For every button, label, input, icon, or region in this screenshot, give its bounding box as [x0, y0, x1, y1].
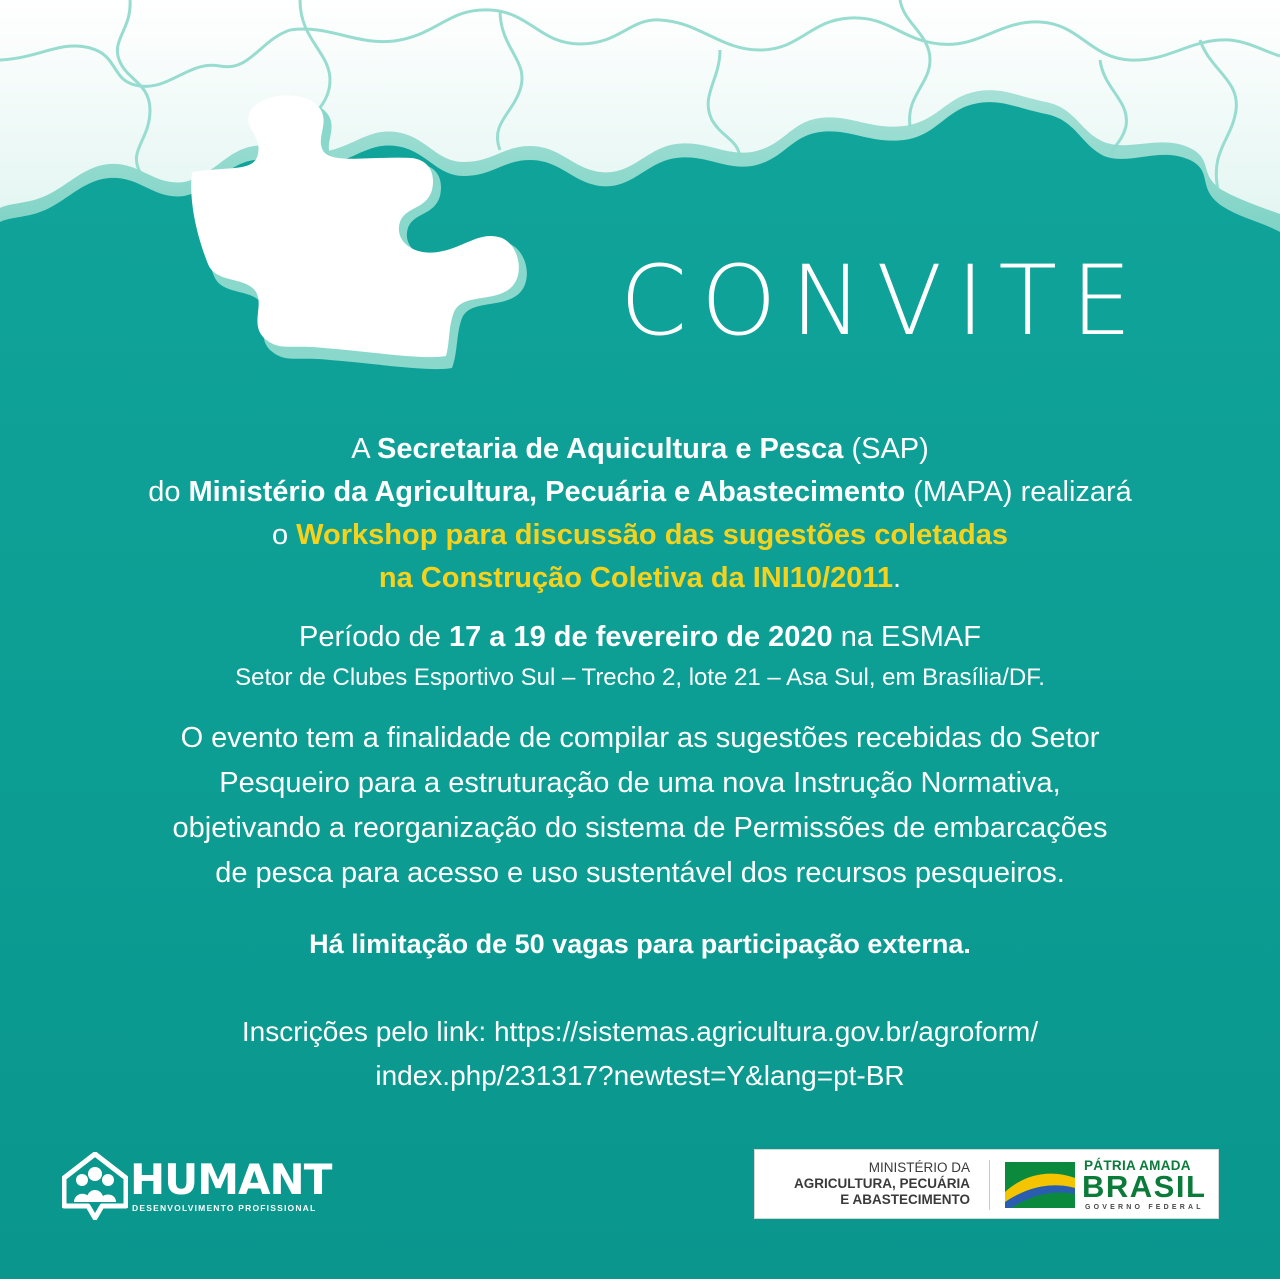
ministry-name: Ministério da Agricultura, Pecuária e Abastecimento	[188, 476, 906, 508]
intro-paragraph	[40, 428, 1240, 600]
vacancy-limit: Há limitação de 50 vagas para participação externa.	[309, 929, 971, 959]
humant-tagline: DESENVOLVIMENTO PROFISSIONAL	[132, 1203, 317, 1213]
humant-logo	[62, 1152, 332, 1222]
event-period: Período de 17 a 19 de fevereiro de 2020 na ESMAF	[299, 621, 981, 653]
brazil-flag-icon	[1005, 1162, 1075, 1208]
event-dates: 17 a 19 de fevereiro de 2020	[448, 621, 833, 653]
government-country: BRASIL	[1082, 1169, 1207, 1204]
government-logo-banner	[754, 1149, 1219, 1219]
humant-logo-icon	[62, 1152, 128, 1220]
secretariat-name: Secretaria de Aquicultura e Pesca	[377, 433, 844, 465]
workshop-title-line-2: na Construção Coletiva da INI10/2011	[378, 562, 894, 594]
intro-line-2: do Ministério da Agricultura, Pecuária e Abastecimento (MAPA) realizará	[148, 476, 1132, 508]
government-motto: PÁTRIA AMADA	[1084, 1158, 1191, 1173]
government-subtitle: GOVERNO FEDERAL	[1085, 1204, 1204, 1211]
ministry-logo-text: MINISTÉRIO DA AGRICULTURA, PECUÁRIA E ABASTECIMENTO	[794, 1160, 970, 1207]
intro-line-1: A Secretaria de Aquicultura e Pesca (SAP)	[351, 433, 929, 465]
logo-divider	[989, 1160, 990, 1210]
registration-link-part-2[interactable]: index.php/231317?newtest=Y&lang=pt-BR	[375, 1060, 905, 1091]
event-purpose: O evento tem a finalidade de compilar as sugestões recebidas do Setor Pesqueiro para a estruturação de uma nova Instrução Normativa, objetivando a reorganização do sistema de Permissões de embarcações de pesca para acesso e uso sustentável dos recursos pesqueiros.	[172, 722, 1108, 889]
intro-line-3: o Workshop para discussão das sugestões coletadas	[271, 519, 1009, 551]
registration-label: Inscrições pelo link:	[241, 1016, 494, 1047]
registration-info	[40, 1010, 1240, 1098]
intro-line-4: na Construção Coletiva da INI10/2011.	[378, 562, 902, 594]
registration-link-part-1[interactable]: https://sistemas.agricultura.gov.br/agroform/	[493, 1016, 1039, 1047]
humant-name: HUMANT	[130, 1155, 332, 1204]
invitation-title: CONVITE	[620, 245, 1146, 357]
event-address: Setor de Clubes Esportivo Sul – Trecho 2, lote 21 – Asa Sul, em Brasília/DF.	[235, 664, 1045, 691]
workshop-title-line-1: Workshop para discussão das sugestões coletadas	[296, 519, 1009, 551]
